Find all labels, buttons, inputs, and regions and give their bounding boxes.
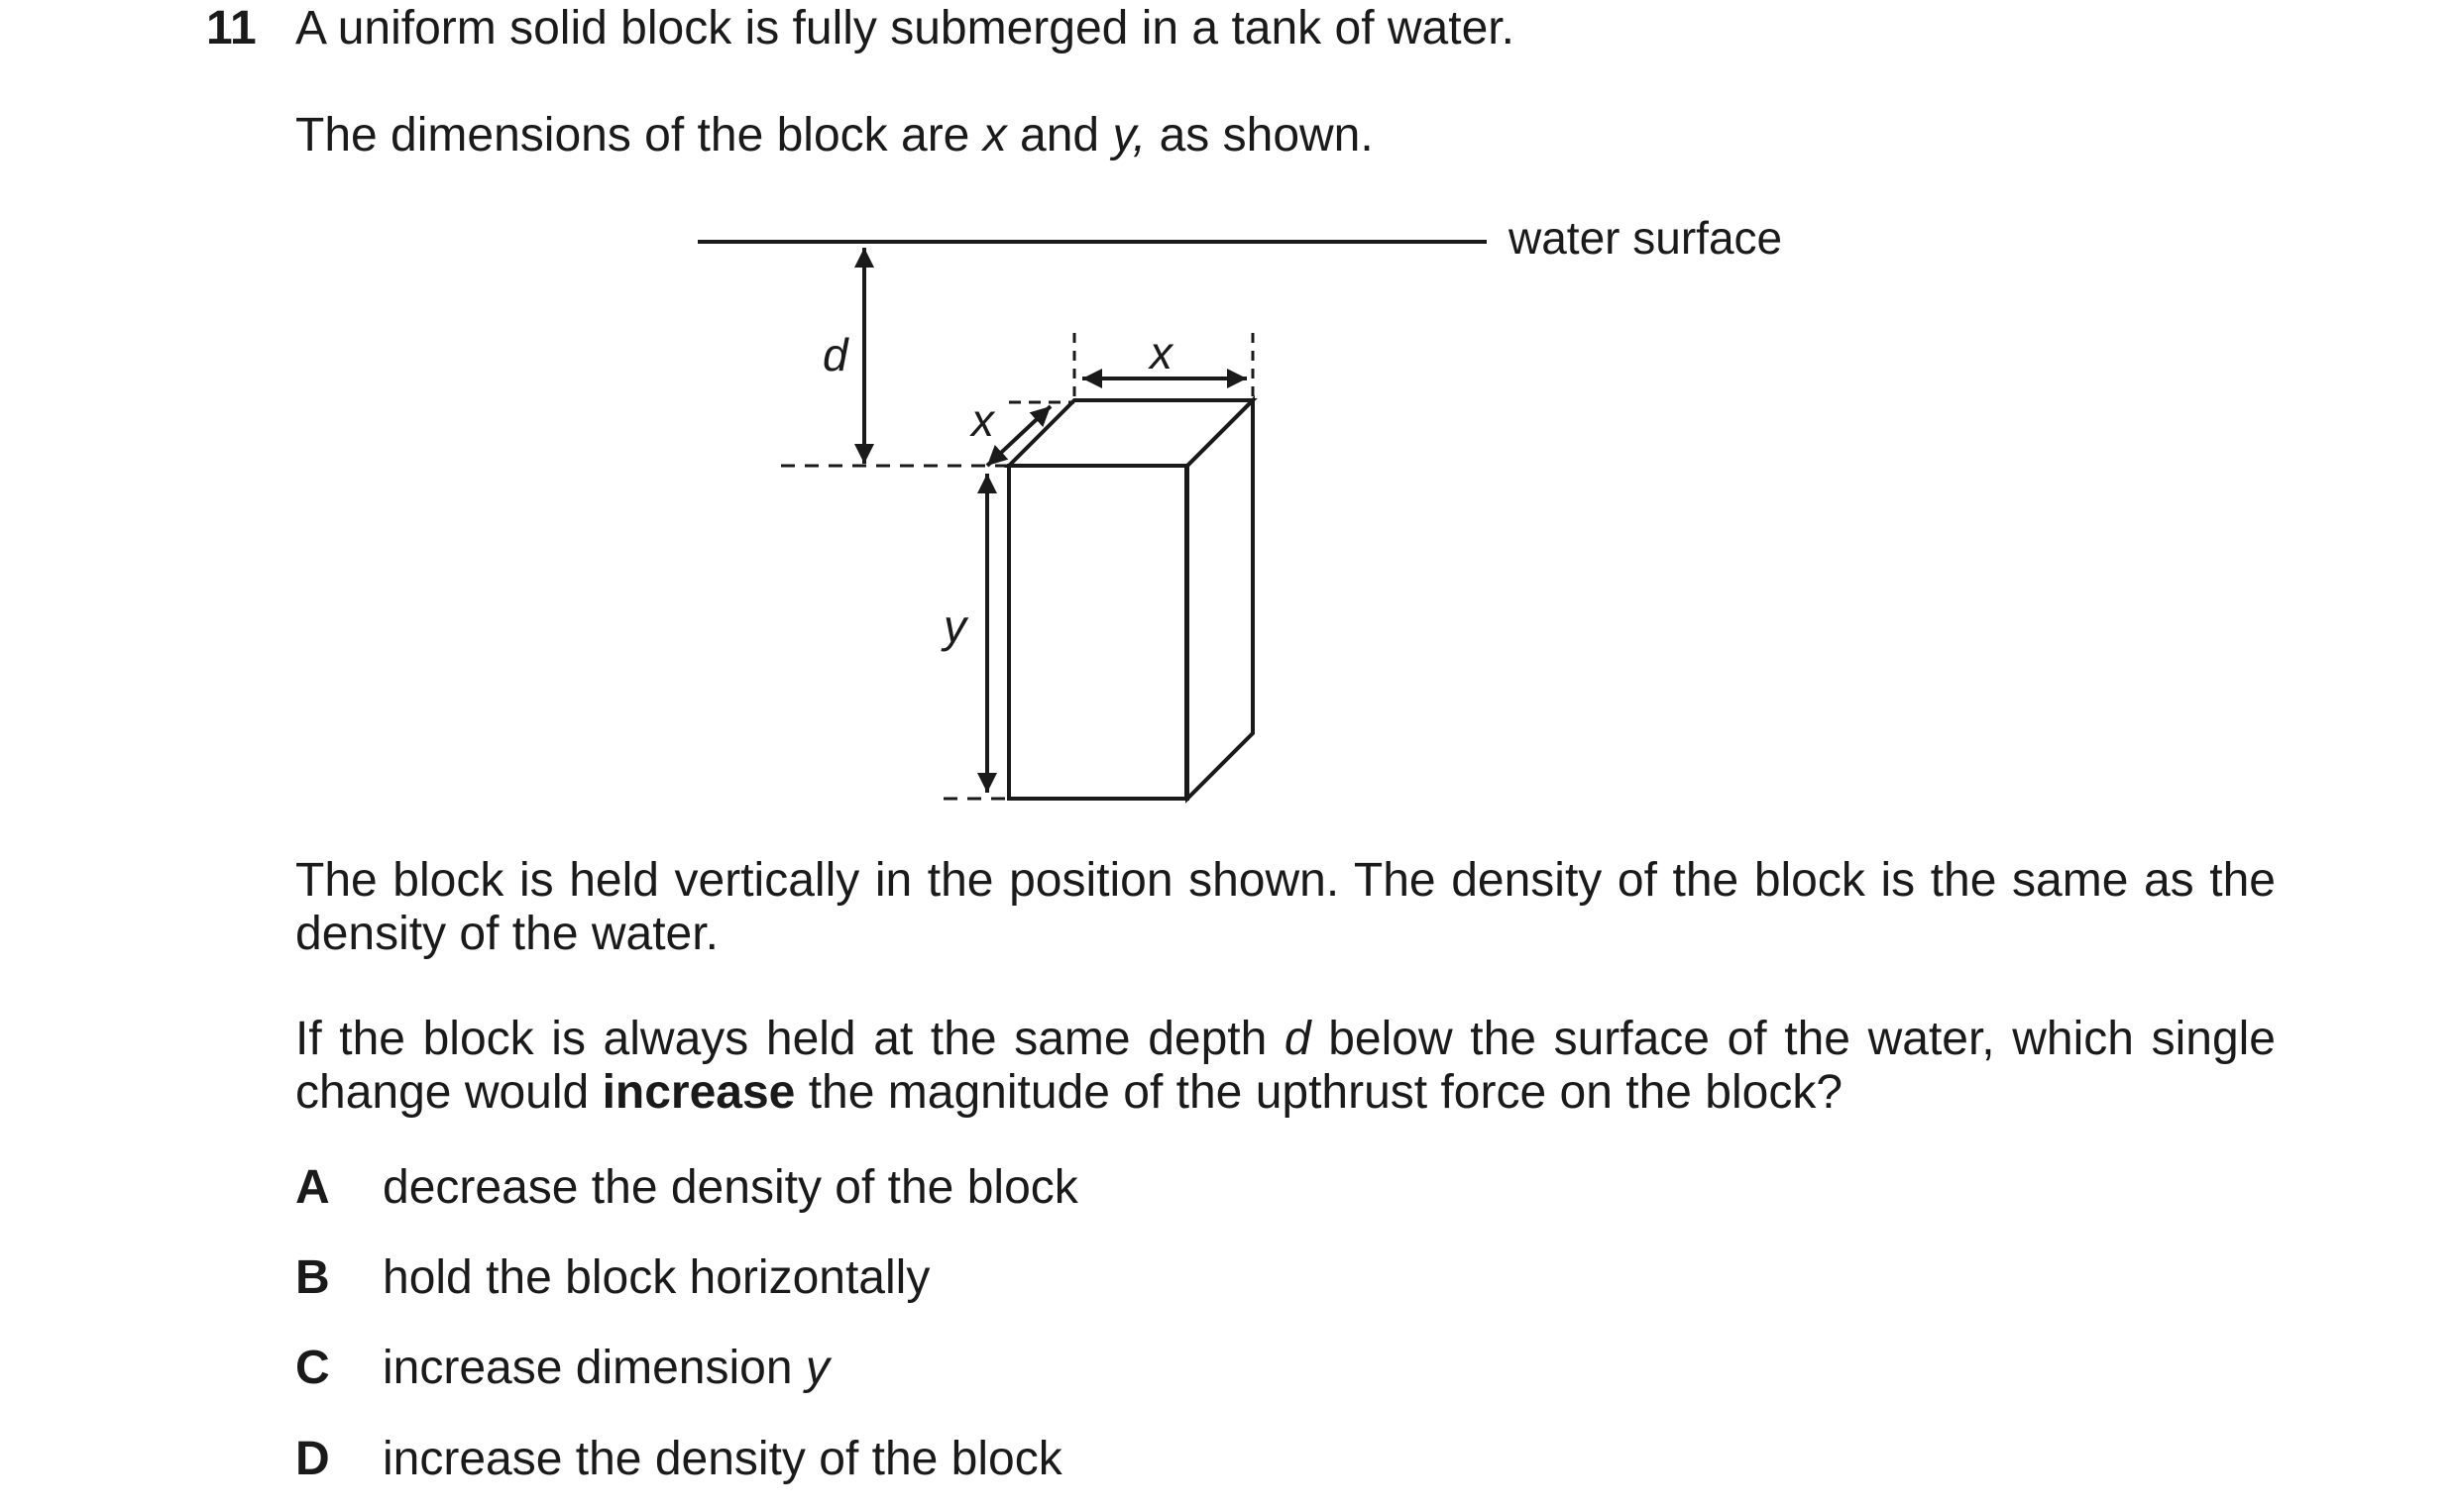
option-text-main: decrease the density of the block xyxy=(383,1161,1078,1214)
option-text-main: hold the block horizontally xyxy=(383,1251,931,1304)
option-letter: C xyxy=(295,1342,330,1394)
option-text xyxy=(383,1342,830,1395)
option-text-main: increase dimension xyxy=(383,1342,806,1394)
option-text xyxy=(383,1433,1062,1486)
dimension-y-symbol: y, xyxy=(1112,109,1147,162)
side-x-label: x xyxy=(971,394,994,446)
dimension-x-symbol: x xyxy=(982,109,1007,162)
depth-label: d xyxy=(823,329,848,380)
height-label: y xyxy=(944,600,966,652)
option-letter: B xyxy=(295,1251,330,1304)
dimensions-text-pre: The dimensions of the block are xyxy=(295,109,983,162)
block-front-face xyxy=(1009,466,1187,799)
prompt-text-mid: below the surface of the water, which single change would xyxy=(295,1013,2276,1119)
water-surface-label: water surface xyxy=(1508,212,1783,264)
option-text-main: increase the density of the block xyxy=(383,1433,1062,1485)
question-intro: A uniform solid block is fully submerged in a tank of water. xyxy=(295,2,1514,54)
option-text xyxy=(383,1161,1078,1215)
block-position-paragraph: The block is held vertically in the position shown. The density of the block is the same as the density of the water. xyxy=(295,854,2276,960)
option-text-italic: y xyxy=(805,1342,830,1394)
prompt-text-pre: If the block is always held at the same depth xyxy=(295,1013,1285,1065)
dimensions-text-mid: and xyxy=(1006,109,1113,162)
prompt-text-post: the magnitude of the upthrust force on the block? xyxy=(795,1066,1844,1119)
block-side-face xyxy=(1187,400,1253,799)
dimensions-text-post: as shown. xyxy=(1146,109,1374,162)
question-number: 11 xyxy=(206,2,257,54)
depth-symbol: d xyxy=(1284,1013,1311,1065)
option-letter: A xyxy=(295,1161,330,1214)
option-text xyxy=(383,1251,930,1305)
question-prompt xyxy=(295,1013,2276,1120)
option-letter: D xyxy=(295,1433,330,1485)
prompt-bold-word: increase xyxy=(602,1066,796,1119)
top-x-label: x xyxy=(1150,327,1173,378)
